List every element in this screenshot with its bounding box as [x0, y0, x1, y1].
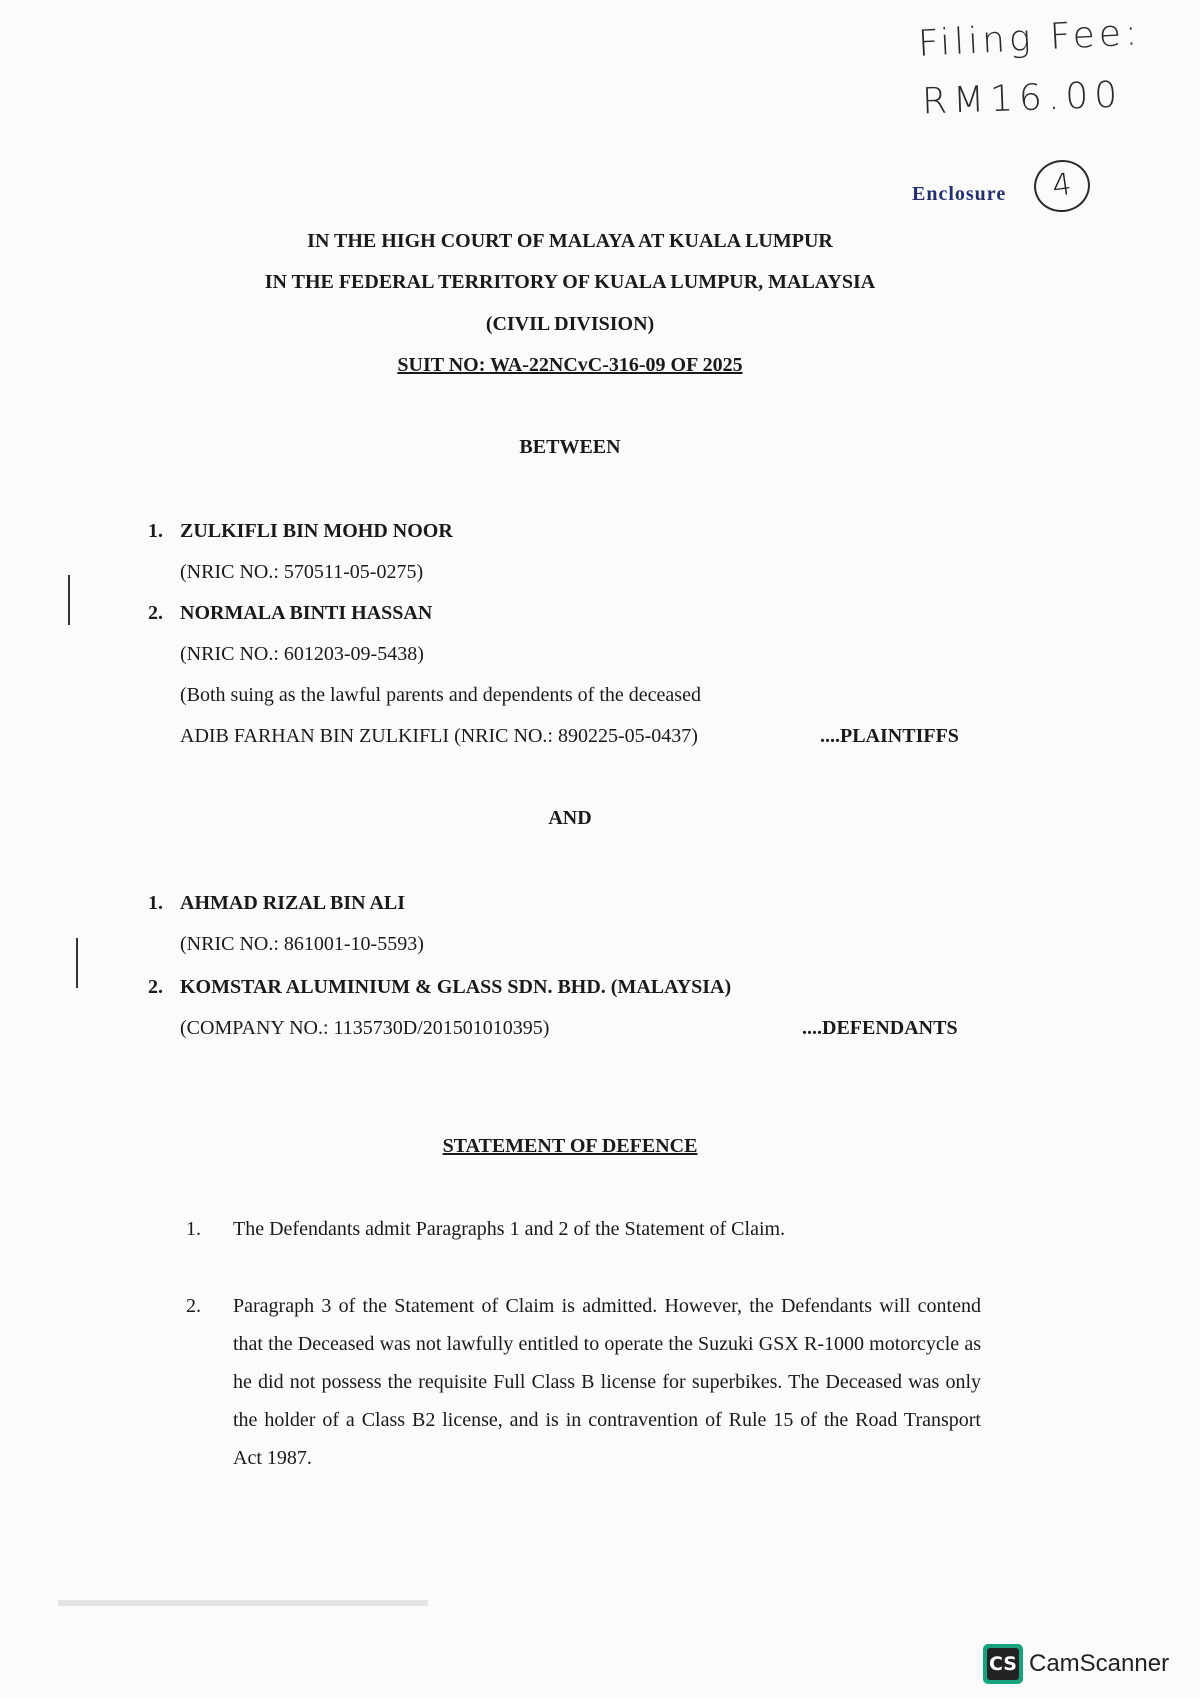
suit-number: SUIT NO: WA-22NCvC-316-09 OF 2025 — [397, 354, 743, 376]
plaintiff-note-line-1: (Both suing as the lawful parents and dependents of the deceased — [180, 684, 701, 706]
handwritten-filing-fee-amount: RM16.00 — [921, 74, 1124, 123]
document-title: STATEMENT OF DEFENCE — [442, 1135, 698, 1157]
plaintiff-name: ZULKIFLI BIN MOHD NOOR — [180, 520, 453, 542]
handwritten-filing-fee-label: Filing Fee: — [917, 12, 1143, 65]
court-division: (CIVIL DIVISION) — [485, 313, 655, 335]
plaintiffs-role: ....PLAINTIFFS — [820, 725, 959, 747]
scan-artifact — [58, 1600, 428, 1606]
plaintiff-id: (NRIC NO.: 601203-09-5438) — [180, 643, 424, 665]
camscanner-logo-text: CS — [987, 1648, 1019, 1680]
paragraph-number: 2. — [186, 1295, 201, 1317]
plaintiff-name: NORMALA BINTI HASSAN — [180, 602, 433, 624]
plaintiff-note-line-2: ADIB FARHAN BIN ZULKIFLI (NRIC NO.: 890225-05-0437) — [180, 725, 698, 747]
enclosure-number: 4 — [1031, 156, 1094, 215]
defendant-number: 1. — [148, 892, 163, 914]
paragraph-number: 1. — [186, 1218, 201, 1240]
enclosure-stamp: Enclosure — [912, 183, 1007, 205]
margin-mark — [76, 938, 78, 988]
defendant-id: (NRIC NO.: 861001-10-5593) — [180, 933, 424, 955]
court-line-1: IN THE HIGH COURT OF MALAYA AT KUALA LUMPUR — [307, 230, 833, 252]
margin-mark — [68, 575, 70, 625]
court-line-2: IN THE FEDERAL TERRITORY OF KUALA LUMPUR, MALAYSIA — [264, 271, 876, 293]
camscanner-logo-icon — [983, 1644, 1023, 1684]
camscanner-watermark — [983, 1644, 1169, 1684]
plaintiff-number: 2. — [148, 602, 163, 624]
defendant-id: (COMPANY NO.: 1135730D/201501010395) — [180, 1017, 550, 1039]
defendants-role: ....DEFENDANTS — [802, 1017, 958, 1039]
camscanner-text: CamScanner — [1029, 1650, 1170, 1677]
plaintiff-number: 1. — [148, 520, 163, 542]
defendant-number: 2. — [148, 976, 163, 998]
plaintiff-id: (NRIC NO.: 570511-05-0275) — [180, 561, 424, 583]
paragraph-text: The Defendants admit Paragraphs 1 and 2 of the Statement of Claim. — [233, 1218, 786, 1240]
defendant-name: KOMSTAR ALUMINIUM & GLASS SDN. BHD. (MALAYSIA) — [180, 976, 732, 998]
between-label: BETWEEN — [519, 436, 621, 458]
defendant-name: AHMAD RIZAL BIN ALI — [180, 892, 406, 914]
paragraph-text: Paragraph 3 of the Statement of Claim is admitted. However, the Defendants will contend that the Deceased was not lawfully entitled to operate the Suzuki GSX R-1000 motorcycle as he did not possess the requisite Full Class B license for superbikes. The Deceased was only the holder of a Class B2 license, and is in contravention of Rule 15 of the Road Transport Act 1987. — [233, 1295, 981, 1469]
and-label: AND — [548, 807, 592, 829]
